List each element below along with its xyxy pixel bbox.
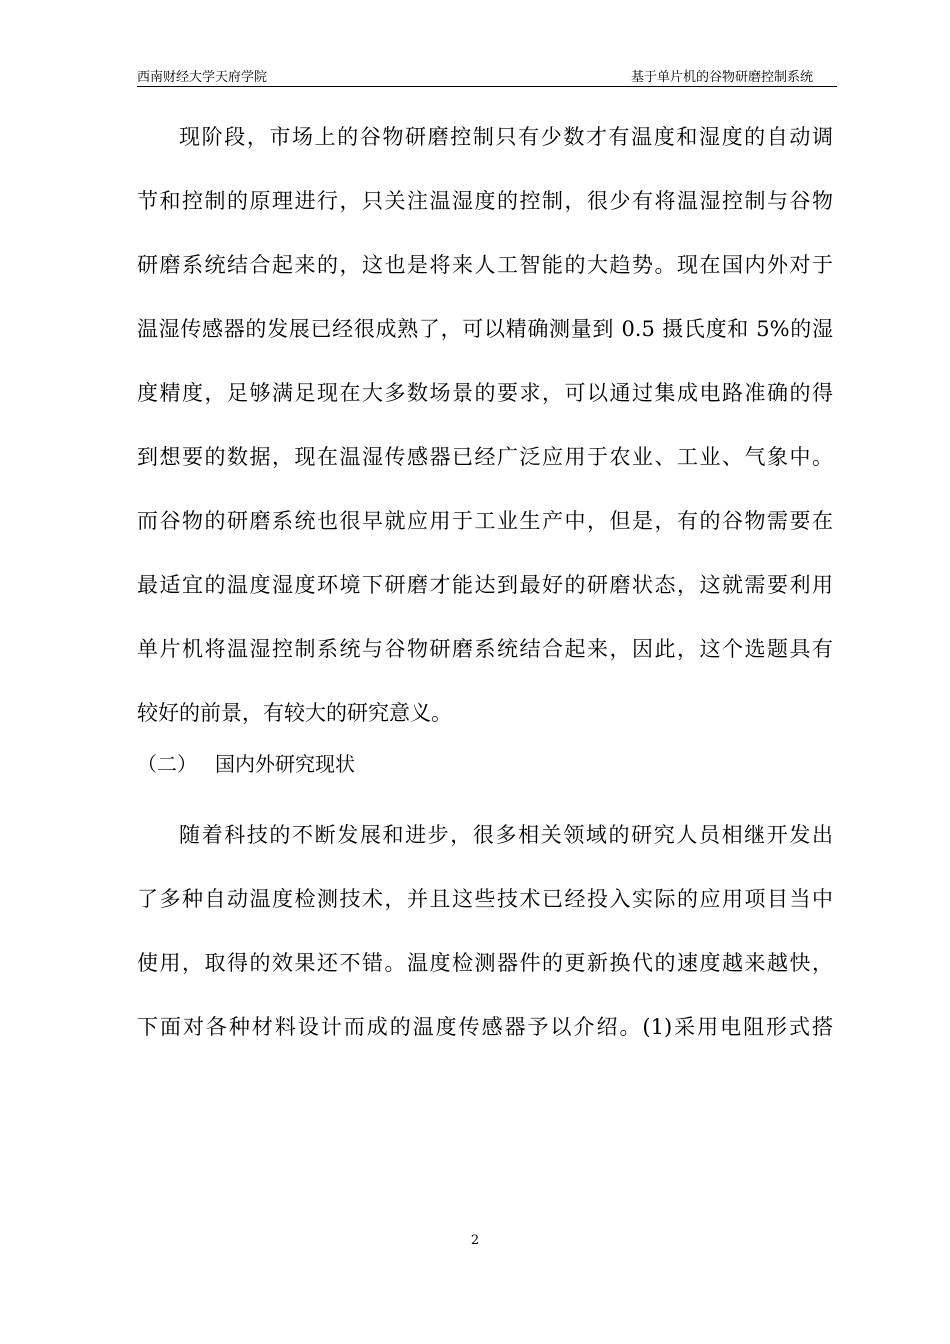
paragraph-line: 现阶段，市场上的谷物研磨控制只有少数才有温度和湿度的自动调	[179, 125, 833, 149]
paragraph-line: 随着科技的不断发展和进步，很多相关领域的研究人员相继开发出	[179, 823, 833, 847]
paragraph-1	[137, 114, 833, 754]
paragraph-line: 较好的前景，有较大的研究意义。	[137, 701, 452, 725]
paragraph-line: 到想要的数据，现在温湿传感器已经广泛应用于农业、工业、气象中。	[137, 445, 833, 469]
paragraph-line: 而谷物的研磨系统也很早就应用于工业生产中，但是，有的谷物需要在	[137, 509, 833, 533]
paragraph-line: 研磨系统结合起来的，这也是将来人工智能的大趋势。现在国内外对于	[137, 253, 833, 277]
paragraph-line: 使用，取得的效果还不错。温度检测器件的更新换代的速度越来越快，	[137, 951, 833, 975]
section-title: 国内外研究现状	[215, 752, 355, 776]
paragraph-line: 最适宜的温度湿度环境下研磨才能达到最好的研磨状态，这就需要利用	[137, 573, 833, 597]
page-number: 2	[470, 1233, 480, 1248]
header-thesis-title: 基于单片机的谷物研磨控制系统	[630, 70, 813, 85]
paragraph-line: 度精度，足够满足现在大多数场景的要求，可以通过集成电路准确的得	[137, 381, 833, 405]
paragraph-line: 温湿传感器的发展已经很成熟了，可以精确测量到 0.5 摄氏度和 5%的湿	[137, 317, 833, 341]
paragraph-2	[137, 812, 833, 1068]
paragraph-line: 下面对各种材料设计而成的温度传感器予以介绍。(1)采用电阻形式搭	[137, 1015, 833, 1039]
body-text	[137, 114, 833, 1068]
paragraph-line: 节和控制的原理进行，只关注温湿度的控制，很少有将温湿控制与谷物	[137, 189, 833, 213]
header-institution: 西南财经大学天府学院	[137, 70, 268, 85]
section-heading	[137, 746, 833, 794]
page-header	[137, 64, 837, 87]
paragraph-line: 了多种自动温度检测技术，并且这些技术已经投入实际的应用项目当中	[137, 887, 833, 911]
section-number: （二）	[137, 752, 197, 776]
paragraph-line: 单片机将温湿控制系统与谷物研磨系统结合起来，因此，这个选题具有	[137, 637, 833, 661]
